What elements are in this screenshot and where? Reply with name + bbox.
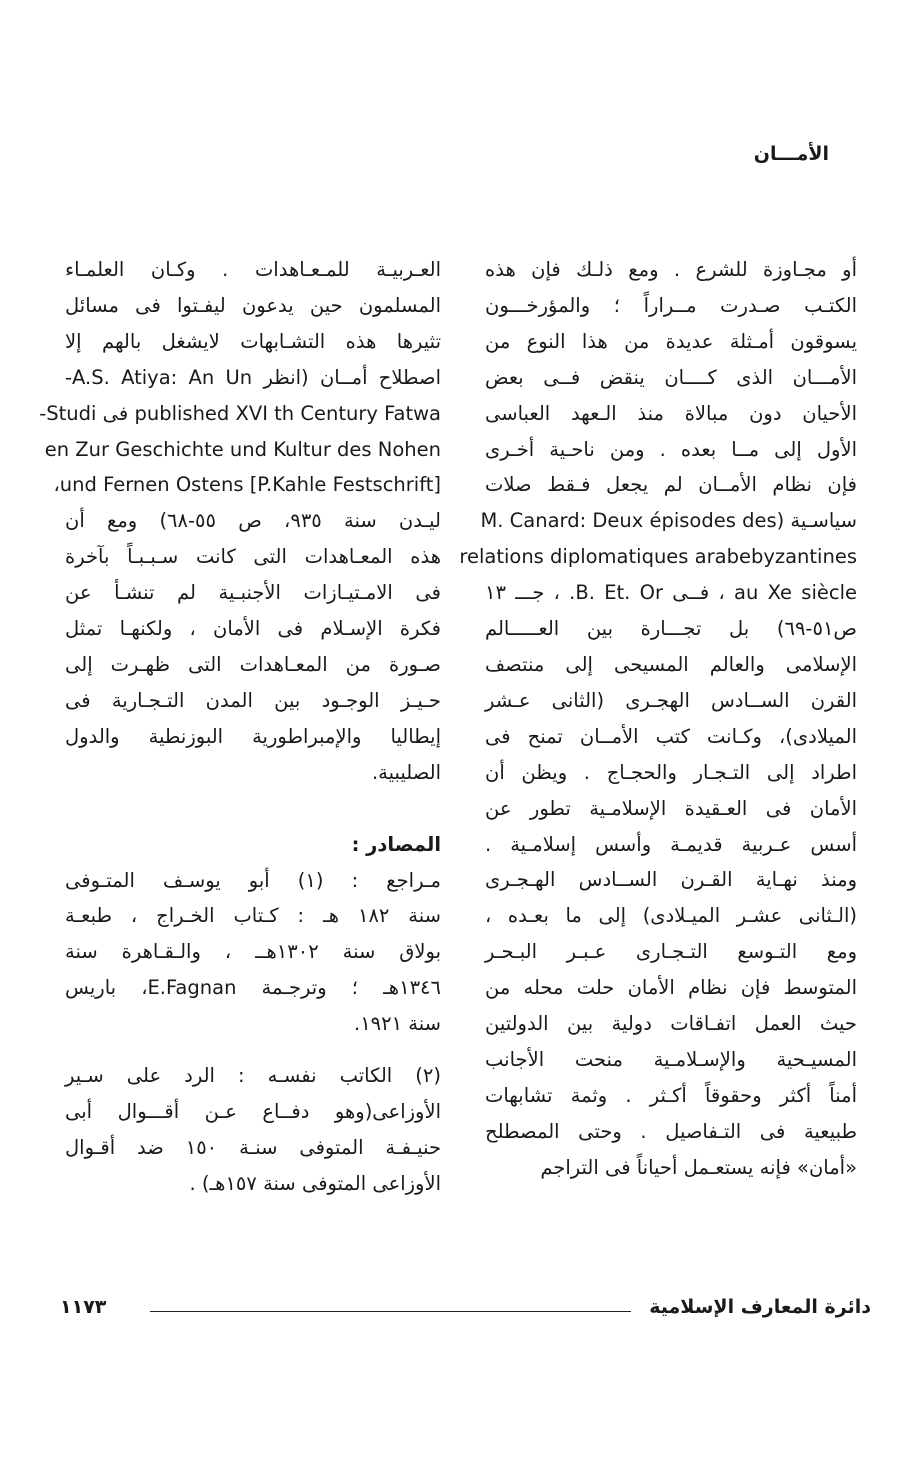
text-line: المسلمون حين يدعون ليفـتوا فى مسائل [65, 293, 441, 317]
text-line: au Xe siècle ، فــى B. Et. Or. ، جـــ ١٣ [485, 581, 858, 605]
source-line: بولاق سنة ١٣٠٢هــ ، والـقـاهرة سنة [65, 940, 442, 964]
text-line: en Zur Geschichte und Kultur des Nohen [44, 437, 441, 461]
text-line: سياسـية (M. Canard: Deux épisodes des [480, 509, 857, 533]
text-line: هذه المعـاهدات التى كانت سـبـبـاً بآخرة [65, 545, 441, 569]
text-line: أو مجـاوزة للشرع . ومع ذلـك فإن هذه [485, 258, 857, 281]
text-line: العـربيـة للمـعـاهدات . وكـان العلمـاء [65, 258, 441, 281]
source-item-2 [65, 1058, 441, 1202]
text-line: فكرة الإسـلام فى الأمان ، ولكنهـا تمثل [65, 617, 441, 641]
text-line: القرن الســادس الهجـرى (الثانى عـشر [485, 688, 857, 712]
text-line: ليـدن سنة ٩٣٥، ص ٥٥-٦٨) ومع أن [65, 509, 441, 533]
left-column [39, 252, 442, 1202]
text-line: حـيـز الوجـود بين المدن التـجـارية فى [65, 688, 441, 712]
text-line: ص٥١-٦٩) بل تجـــارة بين العـــــالم [485, 617, 857, 641]
text-line: relations diplomatiques arabebyzantines [459, 545, 857, 569]
text-line: اطراد إلى التـجـار والحجـاج . ويظن أن [485, 760, 857, 784]
text-line: الأمان فى العـقيدة الإسلامـية تطور عن [485, 796, 857, 820]
text-line: الكتـب صـدرت مــراراً ؛ والمؤرخـــون [485, 293, 857, 317]
text-line: الأحيان دون مبالاة منذ الـعهد العباسى [485, 401, 857, 425]
text-line: (الـثانى عشـر الميـلادى) إلى ما بعـده ، [485, 904, 857, 928]
text-line: «أمان» فإنه يستعـمل أحياناً فى التراجم [540, 1155, 857, 1179]
sources-heading: المصادر : [351, 832, 441, 856]
text-line: published XVI th Century Fatwa فى Studi- [39, 401, 441, 425]
text-line: يسوقون أمـثلة عديدة من هذا النوع من [485, 329, 857, 353]
text-line: ومع التـوسع التـجـارى عـبـر البـحـر [485, 940, 857, 964]
paragraph-treaties [39, 252, 441, 791]
source-line: الأوزاعى(وهو دفــاع عـن أقـــوال أبى [65, 1099, 441, 1123]
text-line: فإن نظام الأمــان لم يجعل فـقط صلات [485, 473, 857, 497]
footer-title: دائرة المعارف الإسلامية [649, 1296, 871, 1318]
text-line: الميلادى)، وكـانت كتب الأمــان تمنح فى [485, 724, 857, 748]
text-line: الصليبية. [371, 760, 441, 784]
text-line: اصطلاح أمــان (انظر A.S. Atiya: An Un- [65, 365, 441, 389]
text-line: المسيـحية والإسـلامـية منحت الأجانب [485, 1047, 857, 1071]
text-line: الأول إلى مــا بعده . ومن ناحـية أخـرى [485, 437, 857, 461]
page-footer [60, 1296, 871, 1326]
source-line: حنيـفـة المتوفى سنـة ١٥٠ ضد أقـوال [65, 1135, 442, 1159]
text-line: ومنذ نهـاية القـرن الســادس الهـجـرى [485, 868, 857, 892]
source-line: سنة ١٩٢١. [354, 1012, 441, 1036]
text-line: تثيرها هذه التشـابهات لايشغل بالهم إلا [65, 329, 441, 353]
source-line: مـراجع : (١) أبو يوسـف المتـوفى [65, 868, 442, 892]
text-line: فى الامـتيـازات الأجنبـية لم تنشـأ عن [65, 581, 441, 605]
footer-rule [150, 1311, 631, 1312]
source-line: سنة ١٨٢ هـ : كـتاب الخـراج ، طبعـة [65, 904, 441, 928]
text-line: أسس عـربية قديمـة وأسس إسلامـية . [485, 832, 857, 856]
text-line: أمناً أكثر وحقوقاً أكـثر . وثمة تشابهات [485, 1083, 857, 1107]
text-line: إيطاليا والإمبراطورية البوزنطية والدول [65, 724, 441, 748]
text-line: حيث العمل اتفـاقات دولية بين الدولتين [485, 1012, 857, 1036]
source-line: الأوزاعى المتوفى سنة ١٥٧هـ) . [189, 1171, 441, 1195]
text-line: الإسلامى والعالم المسيحى إلى منتصف [485, 652, 857, 676]
running-head: الأمـــان [753, 143, 829, 165]
source-item-1 [65, 863, 441, 1043]
text-line: المتوسط فإن نظام الأمان حلت محله من [485, 976, 857, 1000]
right-column [459, 252, 858, 1186]
text-line: und Fernen Ostens [P.Kahle Festschrift]، [53, 473, 441, 497]
source-line: (٢) الكاتب نفسـه : الرد على سـير [65, 1064, 441, 1088]
source-line: ١٣٤٦هـ ؛ وترجـمة E.Fagnan، باريس [65, 976, 441, 1000]
text-line: صـورة من المعـاهدات التى ظهـرت إلى [65, 652, 441, 676]
text-line: الأمـــان الذى كــــان ينقض فــى بعض [485, 365, 857, 389]
text-line: طبيعية فى التـفاصيل . وحتى المصطلح [485, 1119, 857, 1143]
page-number: ١١٧٣ [60, 1296, 107, 1318]
